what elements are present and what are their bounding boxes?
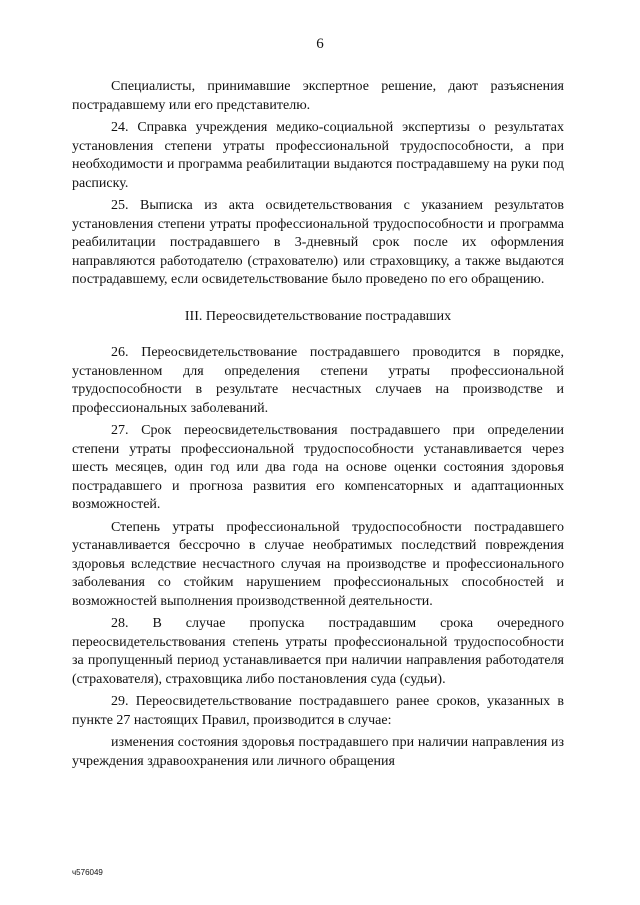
paragraph-24: 24. Справка учреждения медико-социальной экспертизы о результатах установления степени утраты профессиональной трудоспособности, а при необходимости и программа реабилитации выдаются пострадавшему на руки под расписку.: [72, 120, 564, 191]
paragraph-28: 28. В случае пропуска пострадавшим срока очередного переосвидетельствования степень утраты профессиональной трудоспособности за пропущенный период устанавливается при наличии направления работодателя (страхователя), страховщика либо постановления суда (судьи).: [72, 616, 564, 687]
paragraph-29-item: изменения состояния здоровья пострадавшего при наличии направления из учреждения здравоохранения или личного обращения: [72, 735, 564, 769]
footer-code: ч576049: [72, 868, 103, 877]
paragraph-26: 26. Переосвидетельствование пострадавшего проводится в порядке, установленном для определения степени утраты профессиональной трудоспособности в результате несчастных случаев на производстве и профессиональных заболеваний.: [72, 345, 564, 416]
paragraph-25: 25. Выписка из акта освидетельствования с указанием результатов установления степени утраты профессиональной трудоспособности и программа реабилитации пострадавшего в 3-дневный срок после их оформления направляются работодателю (страхователю) или страховщику, а также выдаются пострадавшему, если освидетельствование было проведено по его обращению.: [72, 198, 564, 287]
paragraph-29: 29. Переосвидетельствование пострадавшего ранее сроков, указанных в пункте 27 настоящих Правил, производится в случае:: [72, 694, 564, 728]
page-number: 6: [316, 36, 324, 52]
paragraph-27: 27. Срок переосвидетельствования пострадавшего при определении степени утраты профессиональной трудоспособности устанавливается через шесть месяцев, один год или два года на основе оценки состояния здоровья пострадавшего и прогноза развития его компенсаторных и адаптационных возможностей.: [72, 423, 564, 512]
document-body: [72, 78, 564, 775]
paragraph-27-permanent: Степень утраты профессиональной трудоспособности пострадавшего устанавливается бессрочно в случае необратимых последствий повреждения здоровья вследствие несчастного случая на производстве и профессионального заболевания со стойким нарушением профессиональных способностей и возможностей выполнения производственной деятельности.: [72, 519, 564, 609]
section-heading: III. Переосвидетельствование пострадавших: [184, 308, 452, 324]
paragraph-specialists: Специалисты, принимавшие экспертное решение, дают разъяснения пострадавшему или его представителю.: [72, 79, 564, 113]
